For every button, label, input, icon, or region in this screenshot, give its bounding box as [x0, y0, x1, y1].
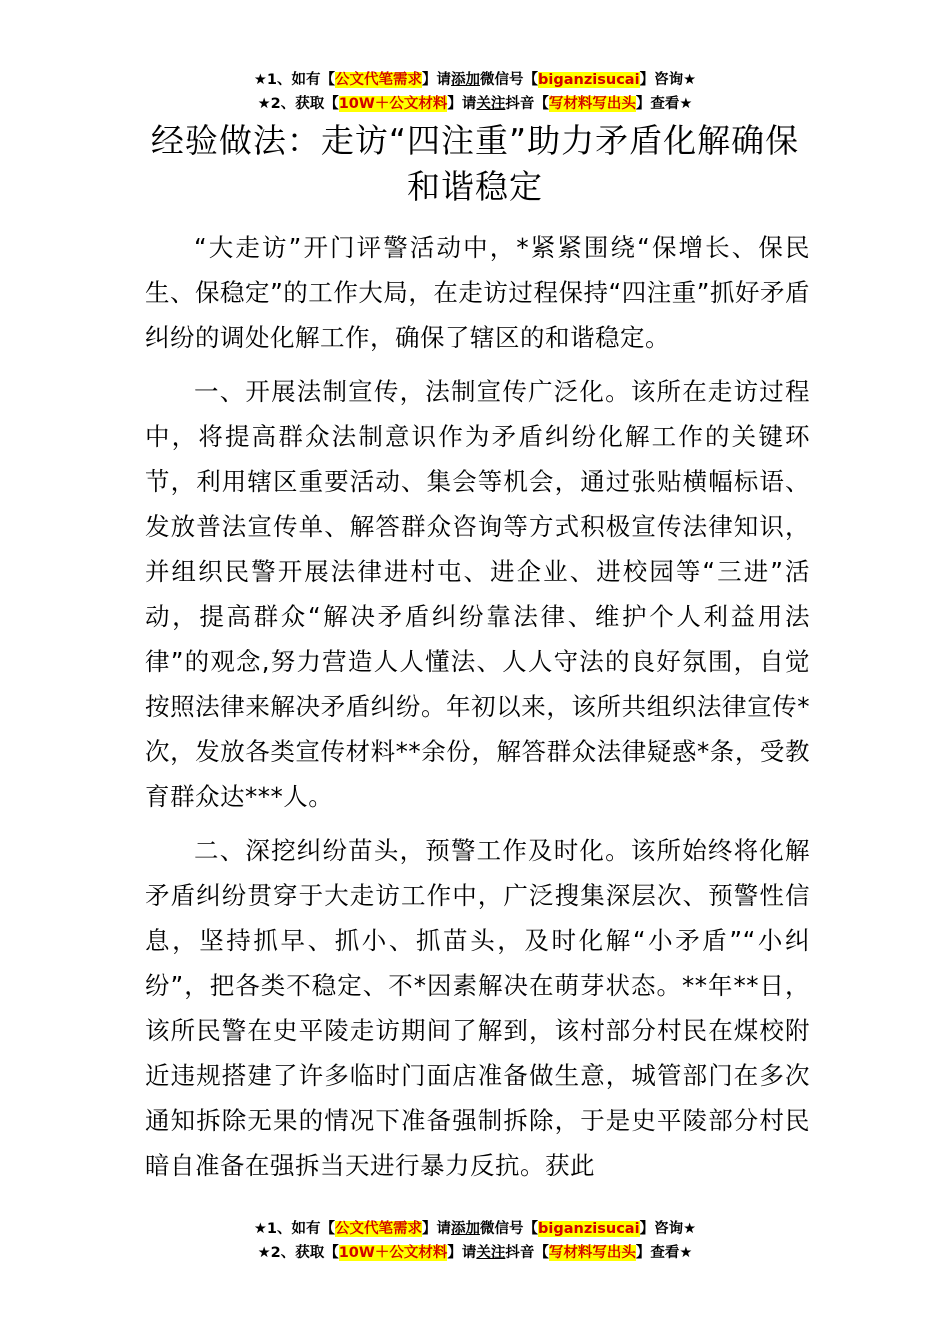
document-body [145, 225, 810, 1197]
notice-highlight: 公文代笔需求 [335, 1221, 423, 1237]
notice-text: ★1、如有【 [253, 72, 336, 88]
notice-text: 】查看★ [635, 1245, 693, 1261]
footer-notice [0, 1217, 950, 1265]
notice-underline: 添加 [451, 1221, 481, 1237]
notice-underline: 关注 [476, 1245, 506, 1261]
notice-text: 】查看★ [635, 96, 693, 112]
notice-text: ★2、获取【 [257, 1245, 339, 1261]
document-title: 经验做法：走访“四注重”助力矛盾化解确保和谐稳定 [150, 121, 800, 206]
notice-line-1 [0, 68, 950, 92]
notice-text: 微信号【 [480, 72, 539, 88]
notice-text: 】请 [447, 96, 477, 112]
paragraph-intro: “大走访”开门评警活动中，*紧紧围绕“保增长、保民生、保稳定”的工作大局，在走访过程保持“四注重”抓好矛盾纠纷的调处化解工作，确保了辖区的和谐稳定。 [145, 233, 810, 352]
notice-underline: 关注 [476, 96, 506, 112]
notice-highlight: 10W＋公文材料 [338, 1245, 448, 1261]
notice-highlight: biganzisucai [538, 1221, 640, 1237]
notice-text: ★2、获取【 [257, 96, 339, 112]
notice-text: ★1、如有【 [253, 1221, 336, 1237]
notice-underline: 添加 [451, 72, 481, 88]
notice-text: 】请 [447, 1245, 477, 1261]
notice-highlight: 写材料写出头 [548, 96, 636, 112]
notice-text: 】请 [422, 1221, 452, 1237]
notice-highlight: 写材料写出头 [548, 1245, 636, 1261]
notice-text: 抖音【 [505, 96, 549, 112]
notice-line-2 [0, 1241, 950, 1265]
notice-text: 抖音【 [505, 1245, 549, 1261]
notice-text: 微信号【 [480, 1221, 539, 1237]
paragraph-section-1: 一、开展法制宣传，法制宣传广泛化。该所在走访过程中，将提高群众法制意识作为矛盾纠纷化解工作的关键环节，利用辖区重要活动、集会等机会，通过张贴横幅标语、发放普法宣传单、解答群众咨询等方式积极宣传法律知识，并组织民警开展法律进村屯、进企业、进校园等“三进”活动，提高群众“解决矛盾纠纷靠法律、维护个人利益用法律”的观念,努力营造人人懂法、人人守法的良好氛围，自觉按照法律来解决矛盾纠纷。年初以来，该所共组织法律宣传*次，发放各类宣传材料**余份，解答群众法律疑惑*条，受教育群众达***人。 [145, 377, 810, 811]
notice-line-1 [0, 1217, 950, 1241]
notice-text: 】请 [422, 72, 452, 88]
notice-line-2 [0, 92, 950, 116]
notice-highlight: 公文代笔需求 [335, 72, 423, 88]
notice-highlight: 10W＋公文材料 [338, 96, 448, 112]
notice-text: 】咨询★ [639, 1221, 697, 1237]
notice-text: 】咨询★ [639, 72, 697, 88]
header-notice [0, 68, 950, 116]
notice-highlight: biganzisucai [538, 72, 640, 88]
paragraph-section-2: 二、深挖纠纷苗头，预警工作及时化。该所始终将化解矛盾纠纷贯穿于大走访工作中，广泛搜集深层次、预警性信息，坚持抓早、抓小、抓苗头，及时化解“小矛盾”“小纠纷”，把各类不稳定、不*因素解决在萌芽状态。**年**日，该所民警在史平陵走访期间了解到，该村部分村民在煤校附近违规搭建了许多临时门面店准备做生意，城管部门在多次通知拆除无果的情况下准备强制拆除，于是史平陵部分村民暗自准备在强拆当天进行暴力反抗。获此 [145, 836, 810, 1180]
